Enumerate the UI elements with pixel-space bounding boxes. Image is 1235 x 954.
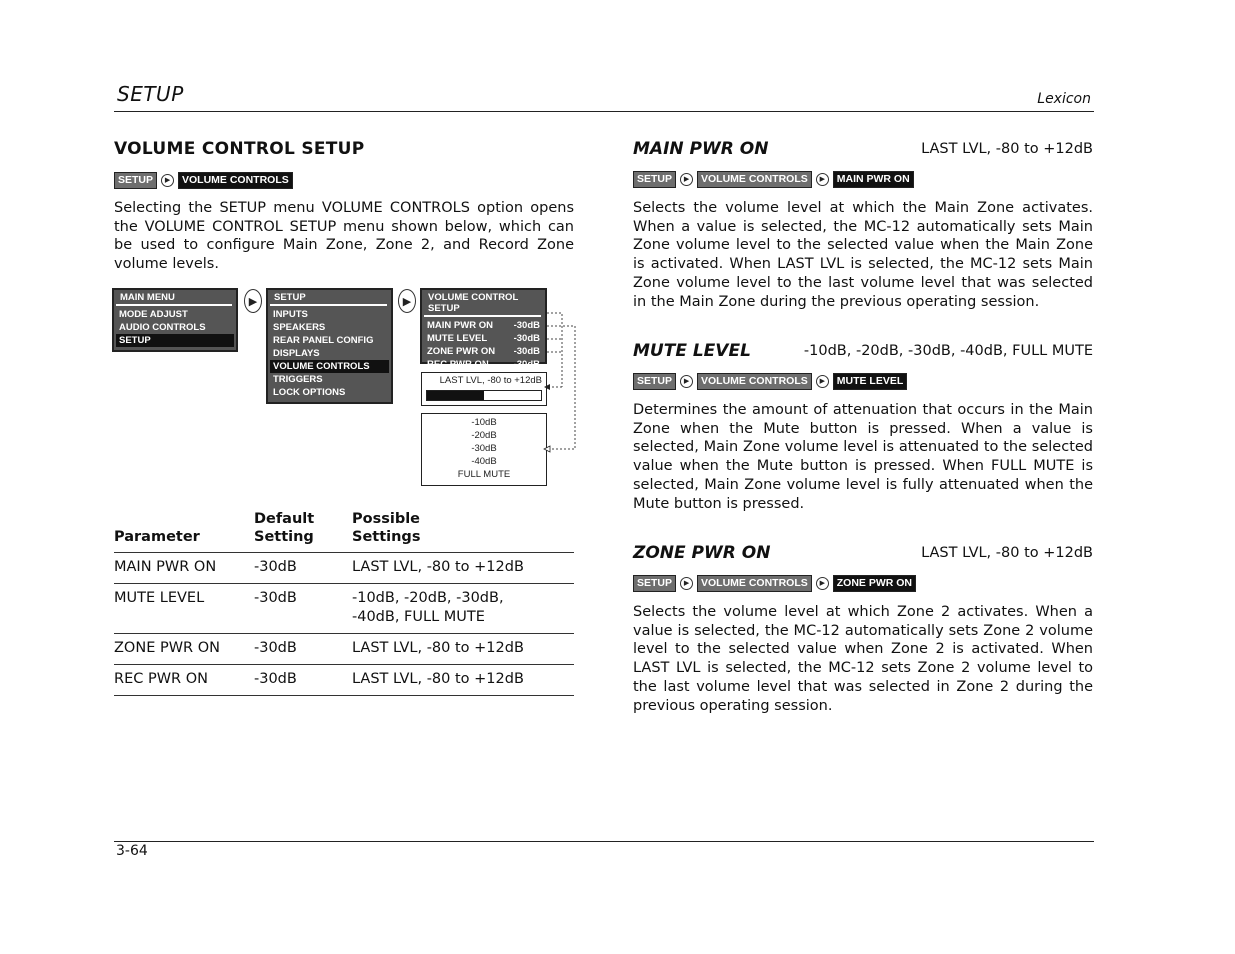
footer-rule: [114, 841, 1094, 842]
main-menu-title: MAIN MENU: [116, 290, 232, 306]
table-cell: REC PWR ON: [114, 665, 254, 696]
table-cell: -10dB, -20dB, -30dB, -40dB, FULL MUTE: [352, 584, 574, 634]
setup-menu-item-selected[interactable]: VOLUME CONTROLS: [270, 360, 389, 373]
main-menu-item[interactable]: MODE ADJUST: [119, 309, 188, 320]
crumb-setup: SETUP: [633, 171, 676, 188]
table-row: [114, 665, 574, 696]
table-cell: -30dB: [254, 553, 352, 584]
setup-menu-item[interactable]: LOCK OPTIONS: [273, 387, 346, 398]
setup-menu-title: SETUP: [270, 290, 387, 306]
table-cell: -30dB: [254, 665, 352, 696]
vc-item-value: -30dB: [513, 359, 540, 370]
crumb-volume-controls: VOLUME CONTROLS: [697, 373, 812, 390]
main-menu-panel: [112, 288, 238, 352]
arrow-right-icon: ▶: [816, 375, 829, 388]
breadcrumb-volume-controls: [114, 172, 293, 189]
setup-menu-item[interactable]: DISPLAYS: [273, 348, 320, 359]
setup-menu-panel: [266, 288, 393, 404]
table-cell: ZONE PWR ON: [114, 634, 254, 665]
table-cell: MUTE LEVEL: [114, 584, 254, 634]
table-cell: MAIN PWR ON: [114, 553, 254, 584]
vc-item-value: -30dB: [513, 320, 540, 331]
setup-menu-item[interactable]: REAR PANEL CONFIG: [273, 335, 374, 346]
table-cell: -30dB: [254, 584, 352, 634]
setup-menu-item[interactable]: TRIGGERS: [273, 374, 323, 385]
crumb-zone-pwr-on: ZONE PWR ON: [833, 575, 916, 592]
page-header-title: SETUP: [117, 82, 184, 106]
arrow-right-icon: ▶: [816, 577, 829, 590]
breadcrumb-main-pwr-on: [633, 171, 914, 188]
table-row: [114, 553, 574, 584]
mute-options-box: [421, 413, 547, 486]
arrow-right-icon: ▶: [161, 174, 174, 187]
vc-menu-item-rec-pwr[interactable]: [424, 358, 543, 371]
header-rule: [114, 111, 1094, 112]
table-header: [352, 510, 574, 553]
mute-level-paragraph: Determines the amount of attenuation that occurs in the Main Zone when the Mute button is pressed. When a value is selected, Main Zone volume level is attenuated to the selected value when the Mute button is pressed. When FULL MUTE is selected, Main Zone volume level is fully attenuated when the Mute button is pressed.: [633, 402, 1093, 512]
breadcrumb-zone-pwr-on: [633, 575, 916, 592]
mute-option[interactable]: -10dB: [471, 417, 497, 428]
breadcrumb-mute-level: [633, 373, 907, 390]
vc-item-label: ZONE PWR ON: [427, 346, 496, 357]
vc-menu-item-main-pwr[interactable]: [424, 319, 543, 332]
crumb-volume-controls: VOLUME CONTROLS: [697, 575, 812, 592]
volume-control-setup-panel: [420, 288, 547, 370]
crumb-volume-controls: VOLUME CONTROLS: [697, 171, 812, 188]
crumb-setup: SETUP: [114, 172, 157, 189]
vc-item-label: MAIN PWR ON: [427, 320, 493, 331]
table-cell: LAST LVL, -80 to +12dB: [352, 665, 574, 696]
page-number: 3-64: [116, 843, 148, 859]
vc-menu-item-mute-level[interactable]: [424, 332, 543, 345]
vc-item-value: -30dB: [513, 346, 540, 357]
crumb-setup: SETUP: [633, 575, 676, 592]
vc-menu-title: VOLUME CONTROL SETUP: [424, 290, 541, 317]
table-header: Parameter: [114, 510, 254, 553]
section-title-volume-control-setup: VOLUME CONTROL SETUP: [114, 139, 365, 159]
zone-pwr-paragraph: Selects the volume level at which Zone 2 activates. When a value is selected, the MC-12 automatically sets Zone 2 volume level to the selected value when Zone 2 is activated. When LAST LVL is selected, the MC-12 sets Zone 2 volume level to the last volume level that was selected in Zone 2 during the previous operating session.: [633, 604, 1093, 714]
table-header-row: [114, 510, 574, 553]
main-pwr-paragraph: Selects the volume level at which the Main Zone activates. When a value is selected, the MC-12 automatically sets Main Zone volume level to the selected value when the Main Zone is activated. When LAST LVL is selected, the MC-12 sets Main Zone volume level to the last volume level that was selected in the Main Zone during the previous operating session.: [633, 200, 1093, 310]
table-cell: LAST LVL, -80 to +12dB: [352, 553, 574, 584]
vc-item-value: -30dB: [513, 333, 540, 344]
connector-lines: [540, 305, 580, 460]
mute-option[interactable]: -40dB: [471, 456, 497, 467]
setup-menu-item[interactable]: INPUTS: [273, 309, 308, 320]
mute-option[interactable]: FULL MUTE: [457, 469, 511, 480]
vc-menu-item-zone-pwr[interactable]: [424, 345, 543, 358]
section-title-mute-level: MUTE LEVEL: [633, 341, 751, 361]
main-menu-item-selected[interactable]: SETUP: [116, 334, 234, 347]
table-row: [114, 634, 574, 665]
arrow-right-icon: ▶: [680, 173, 693, 186]
vc-item-label: REC PWR ON: [427, 359, 489, 370]
crumb-setup: SETUP: [633, 373, 676, 390]
crumb-mute-level: MUTE LEVEL: [833, 373, 908, 390]
arrow-right-icon: ▶: [244, 289, 262, 313]
level-slider[interactable]: [426, 390, 542, 401]
main-menu-item[interactable]: AUDIO CONTROLS: [119, 322, 206, 333]
section-title-zone-pwr-on: ZONE PWR ON: [633, 543, 771, 563]
level-slider-fill: [427, 391, 484, 400]
table-cell: LAST LVL, -80 to +12dB: [352, 634, 574, 665]
table-header: [254, 510, 352, 553]
page-header-brand: Lexicon: [1037, 91, 1091, 107]
crumb-volume-controls: VOLUME CONTROLS: [178, 172, 293, 189]
level-setting-box: [421, 372, 547, 406]
vc-item-label: MUTE LEVEL: [427, 333, 488, 344]
level-setting-label: LAST LVL, -80 to +12dB: [439, 375, 542, 386]
setup-menu-item[interactable]: SPEAKERS: [273, 322, 326, 333]
crumb-main-pwr-on: MAIN PWR ON: [833, 171, 914, 188]
mute-option[interactable]: -20dB: [471, 430, 497, 441]
mute-option[interactable]: -30dB: [471, 443, 497, 454]
parameters-table: [114, 510, 574, 696]
arrow-right-icon: ▶: [816, 173, 829, 186]
arrow-right-icon: ▶: [680, 375, 693, 388]
arrow-right-icon: ▶: [398, 289, 416, 313]
zone-pwr-range: LAST LVL, -80 to +12dB: [921, 545, 1093, 561]
table-header-text: Possible Settings: [352, 511, 421, 545]
intro-paragraph: Selecting the SETUP menu VOLUME CONTROLS option opens the VOLUME CONTROL SETUP menu shown below, which can be used to configure Main Zone, Zone 2, and Record Zone volume levels.: [114, 200, 574, 273]
mute-level-range: -10dB, -20dB, -30dB, -40dB, FULL MUTE: [803, 343, 1093, 359]
arrow-right-icon: ▶: [680, 577, 693, 590]
table-cell: -30dB: [254, 634, 352, 665]
table-row: [114, 584, 574, 634]
table-header-text: Default Setting: [254, 511, 315, 545]
section-title-main-pwr-on: MAIN PWR ON: [633, 139, 769, 159]
main-pwr-range: LAST LVL, -80 to +12dB: [921, 141, 1093, 157]
